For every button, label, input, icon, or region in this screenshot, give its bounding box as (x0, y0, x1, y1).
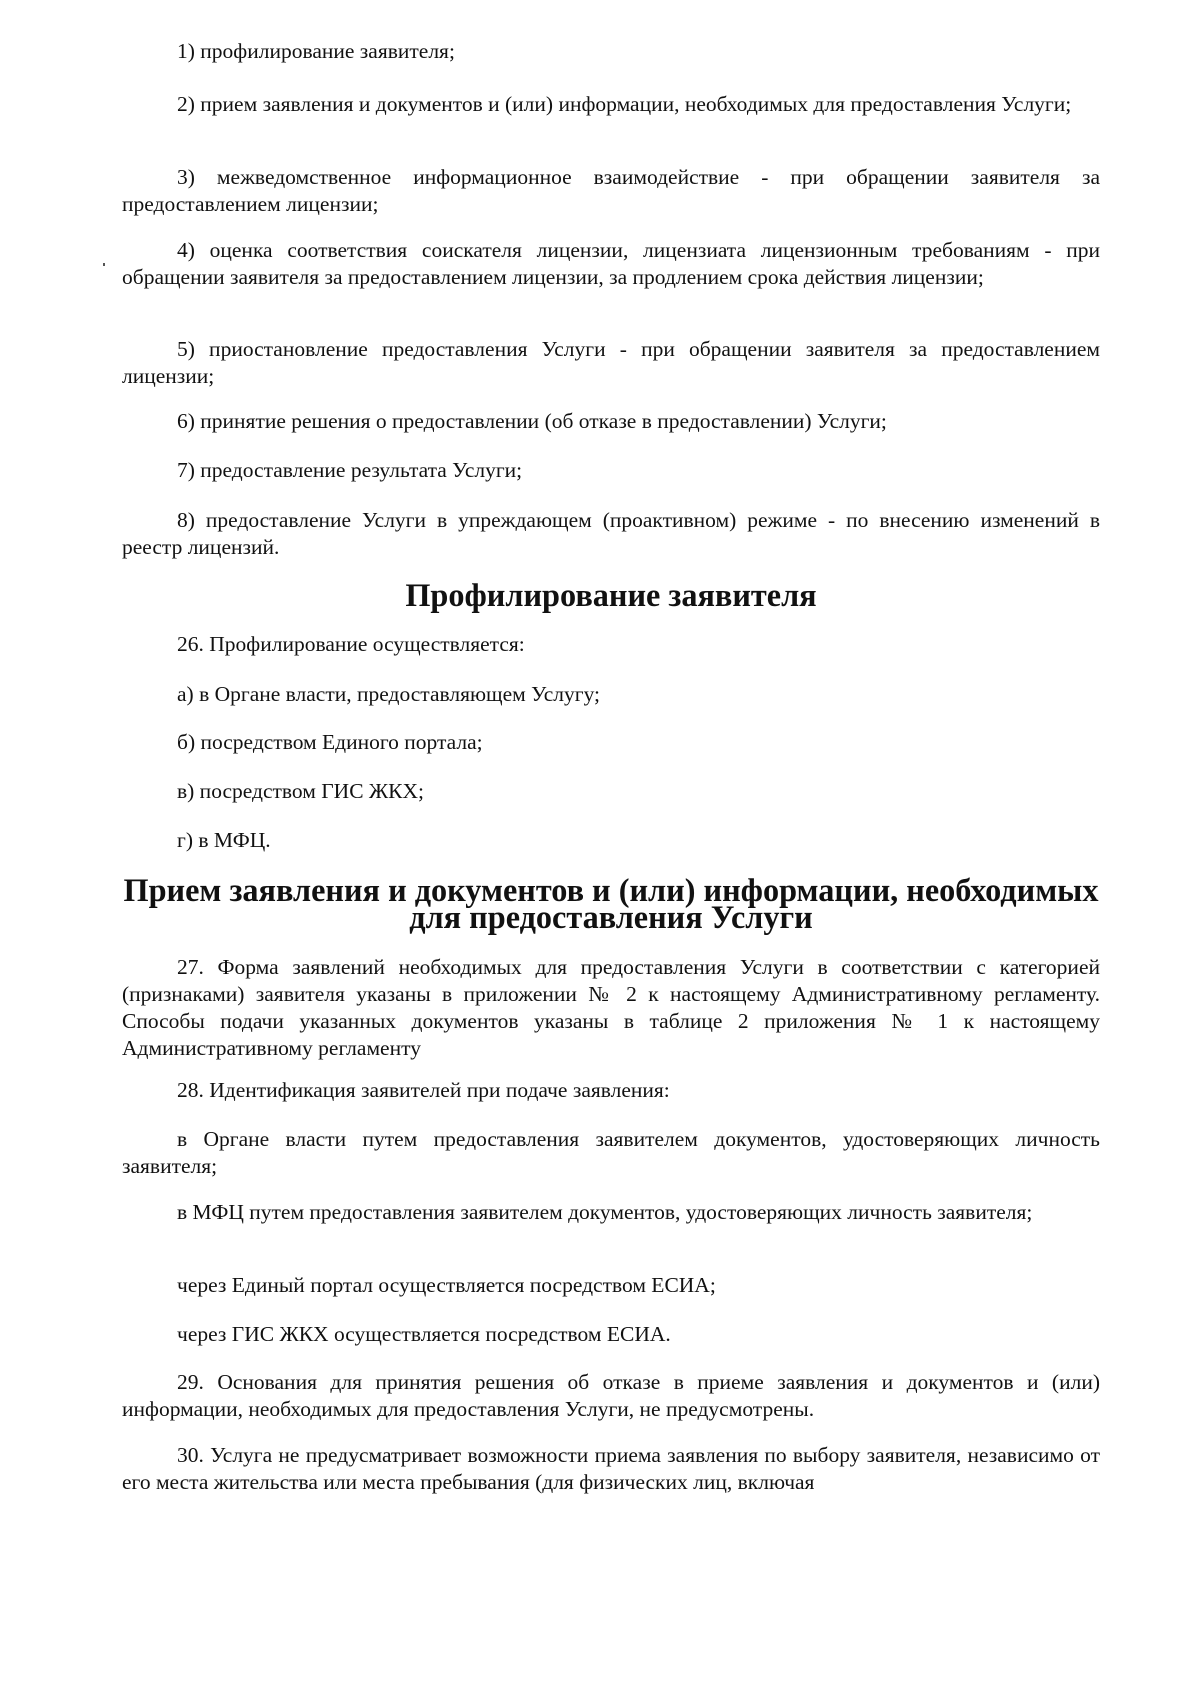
section-26-a: а) в Органе власти, предоставляющем Услугу; (177, 682, 601, 706)
list-item-7: 7) предоставление результата Услуги; (177, 458, 523, 482)
list-item-8: 8) предоставление Услуги в упреждающем (проактивном) режиме - по внесению изменений в реестр лицензий. (122, 508, 1100, 559)
section-29: 29. Основания для принятия решения об отказе в приеме заявления и документов и (или) информации, необходимых для предоставления Услуги, не предусмотрены. (122, 1370, 1100, 1421)
section-28-portal: через Единый портал осуществляется посредством ЕСИА; (177, 1273, 716, 1297)
heading-profiling: Профилирование заявителя (405, 577, 817, 613)
heading-reception-line-2: для предоставления Услуги (409, 899, 813, 935)
list-item-2: 2) прием заявления и документов и (или) информации, необходимых для предоставления Услуги; (177, 92, 1072, 116)
list-item-5: 5) приостановление предоставления Услуги - при обращении заявителя за предоставлением лицензии; (122, 337, 1100, 388)
heading-reception-line-1: Прием заявления и документов и (или) информации, необходимых (123, 872, 1099, 908)
section-27: 27. Форма заявлений необходимых для предоставления Услуги в соответствии с категорией (признаками) заявителя указаны в приложении № 2 к настоящему Административному регламенту. Способы подачи указанных документов указаны в таблице 2 приложения № 1 к настоящему Административному регламенту (122, 955, 1100, 1060)
section-28-organ: в Органе власти путем предоставления заявителем документов, удостоверяющих личность заявителя; (122, 1127, 1100, 1178)
scan-speck (103, 263, 105, 266)
list-item-4: 4) оценка соответствия соискателя лицензии, лицензиата лицензионным требованиям - при обращении заявителя за предоставлением лицензии, за продлением срока действия лицензии; (122, 238, 1100, 289)
section-28-intro: 28. Идентификация заявителей при подаче заявления: (177, 1078, 670, 1102)
list-item-1: 1) профилирование заявителя; (177, 39, 455, 63)
section-30: 30. Услуга не предусматривает возможности приема заявления по выбору заявителя, независимо от его места жительства или места пребывания (для физических лиц, включая (122, 1443, 1100, 1494)
section-26-b: б) посредством Единого портала; (177, 730, 483, 754)
list-item-3: 3) межведомственное информационное взаимодействие - при обращении заявителя за предоставлением лицензии; (122, 165, 1100, 216)
section-26-intro: 26. Профилирование осуществляется: (177, 632, 525, 656)
section-28-gis: через ГИС ЖКХ осуществляется посредством ЕСИА. (177, 1322, 671, 1346)
list-item-6: 6) принятие решения о предоставлении (об отказе в предоставлении) Услуги; (177, 409, 887, 433)
section-26-g: г) в МФЦ. (177, 828, 271, 852)
section-26-v: в) посредством ГИС ЖКХ; (177, 779, 425, 803)
heading-reception (122, 872, 1100, 935)
section-28-mfc: в МФЦ путем предоставления заявителем документов, удостоверяющих личность заявителя; (177, 1200, 1033, 1224)
